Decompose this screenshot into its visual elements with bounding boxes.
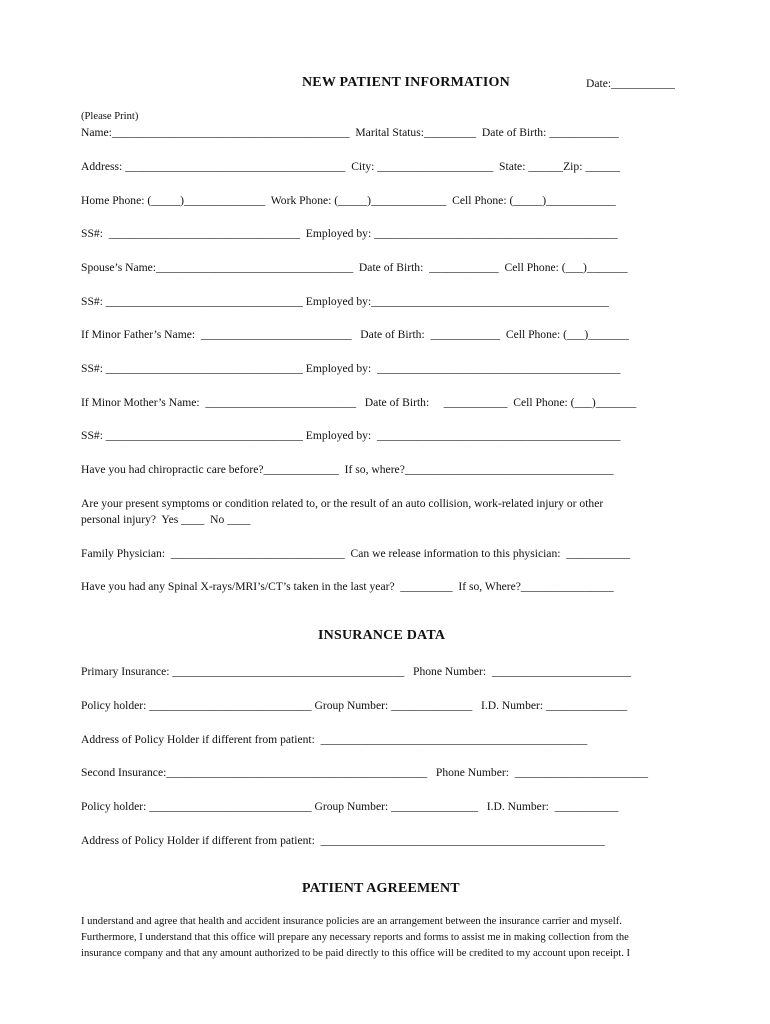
- address-row[interactable]: Address: ______________________________________ City: ____________________ State: ______Zip: ______: [81, 160, 621, 173]
- phone-row[interactable]: Home Phone: (_____)______________ Work Phone: (_____)_____________ Cell Phone: (_____)____________: [81, 194, 616, 207]
- policy-holder-row-1[interactable]: Policy holder: ____________________________ Group Number: ______________ I.D. Number: ______________: [81, 699, 628, 712]
- agreement-line-3: insurance company and that any amount authorized to be paid directly to this office will be credited to my account upon receipt. I: [81, 948, 631, 959]
- agreement-text: [81, 914, 691, 962]
- agreement-line-2: Furthermore, I understand that this office will prepare any necessary reports and forms to assist me in making collection from the: [81, 932, 629, 943]
- ss-employed-row[interactable]: SS#: _________________________________ Employed by: __________________________________________: [81, 227, 618, 240]
- father-row[interactable]: If Minor Father’s Name: __________________________ Date of Birth: ____________ Cell Phone: (___)_______: [81, 328, 629, 341]
- agreement-line-1: I understand and agree that health and accident insurance policies are an arrangement between the insurance carrier and myself.: [81, 916, 622, 927]
- policy-holder-address-row-2[interactable]: Address of Policy Holder if different from patient: _________________________________________________: [81, 834, 605, 847]
- print-note: (Please Print): [81, 111, 139, 122]
- date-field[interactable]: Date:___________: [586, 77, 675, 90]
- chiropractic-row[interactable]: Have you had chiropractic care before?_____________ If so, where?____________________________________: [81, 463, 614, 476]
- spouse-ss-row[interactable]: SS#: __________________________________ Employed by:_________________________________________: [81, 295, 609, 308]
- symptoms-question: Are your present symptoms or condition related to, or the result of an auto collision, work-related injury or other: [81, 497, 604, 510]
- insurance-title: INSURANCE DATA: [318, 628, 446, 643]
- xray-row[interactable]: Have you had any Spinal X-rays/MRI’s/CT’s taken in the last year? _________ If so, Where?________________: [81, 580, 614, 593]
- mother-row[interactable]: If Minor Mother’s Name: __________________________ Date of Birth: ___________ Cell Phone: (___)_______: [81, 396, 637, 409]
- spouse-row[interactable]: Spouse’s Name:__________________________________ Date of Birth: ____________ Cell Phone: (___)_______: [81, 261, 628, 274]
- father-ss-row[interactable]: SS#: __________________________________ Employed by: __________________________________________: [81, 362, 621, 375]
- mother-ss-row[interactable]: SS#: __________________________________ Employed by: __________________________________________: [81, 429, 621, 442]
- personal-injury-row[interactable]: personal injury? Yes ____ No ____: [81, 513, 251, 526]
- agreement-title: PATIENT AGREEMENT: [302, 881, 460, 896]
- policy-holder-address-row-1[interactable]: Address of Policy Holder if different from patient: ______________________________________________: [81, 733, 588, 746]
- name-row[interactable]: Name:_________________________________________ Marital Status:_________ Date of Birth: ____________: [81, 126, 619, 139]
- primary-insurance-row[interactable]: Primary Insurance: ________________________________________ Phone Number: ________________________: [81, 665, 632, 678]
- second-insurance-row[interactable]: Second Insurance:_____________________________________________ Phone Number: _______________________: [81, 766, 649, 779]
- family-physician-row[interactable]: Family Physician: ______________________________ Can we release information to this physician: ___________: [81, 547, 631, 560]
- policy-holder-row-2[interactable]: Policy holder: ____________________________ Group Number: _______________ I.D. Number: ___________: [81, 800, 619, 813]
- form-title: NEW PATIENT INFORMATION: [302, 75, 510, 90]
